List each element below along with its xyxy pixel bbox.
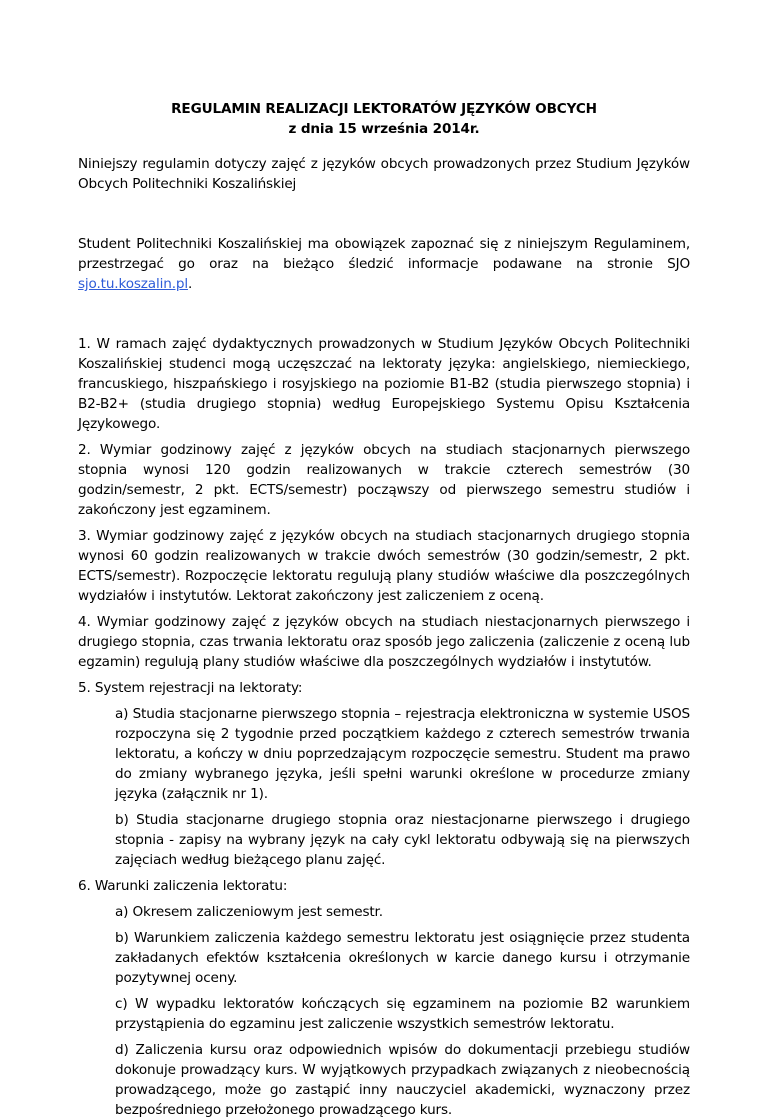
point-5: 5. System rejestracji na lektoraty:: [78, 680, 303, 696]
obligation-end: .: [187, 276, 193, 292]
document-title: [78, 99, 690, 139]
point-1: 1. W ramach zajęć dydaktycznych prowadzonych w Studium Języków Obcych Politechniki Koszalińskiej studenci mogą uczęszczać na lektoraty języka: angielskiego, niemieckiego, francuskiego, hiszpańskiego i rosyjskiego na poziomie B1-B2 (studia pierwszego stopnia) i B2-B2+ (studia drugiego stopnia) według Europejskiego Systemu Opisu Kształcenia Językowego.: [78, 336, 690, 432]
title-line-2: z dnia 15 września 2014r.: [288, 121, 480, 137]
obligation-paragraph: [78, 234, 690, 294]
point-5b: b) Studia stacjonarne drugiego stopnia oraz niestacjonarne pierwszego i drugiego stopnia - zapisy na wybrany język na cały cykl lektoratu odbywają się na pierwszych zajęciach według bieżącego planu zajęć.: [115, 812, 690, 868]
document-body: [78, 99, 690, 1120]
point-6c: c) W wypadku lektoratów kończących się egzaminem na poziomie B2 warunkiem przystąpienia do egzaminu jest zaliczenie wszystkich semestrów lektoratu.: [115, 996, 690, 1032]
intro-paragraph: Niniejszy regulamin dotyczy zajęć z języków obcych prowadzonych przez Studium Języków Obcych Politechniki Koszalińskiej: [78, 156, 690, 192]
title-line-1: REGULAMIN REALIZACJI LEKTORATÓW JĘZYKÓW OBCYCH: [171, 101, 597, 117]
point-5a: a) Studia stacjonarne pierwszego stopnia – rejestracja elektroniczna w systemie USOS rozpoczyna się 2 tygodnie przed początkiem każdego z czterech semestrów trwania lektoratu, a kończy w dniu poprzedzającym rozpoczęcie semestru. Student ma prawo do zmiany wybranego języka, jeśli spełni warunki określone w procedurze zmiany języka (załącznik nr 1).: [115, 706, 690, 802]
point-6b: b) Warunkiem zaliczenia każdego semestru lektoratu jest osiągnięcie przez studenta zakładanych efektów kształcenia określonych w karcie danego kursu i otrzymanie pozytywnej oceny.: [115, 930, 690, 986]
sjo-website-link[interactable]: sjo.tu.koszalin.pl: [78, 276, 188, 292]
point-2: 2. Wymiar godzinowy zajęć z języków obcych na studiach stacjonarnych pierwszego stopnia wynosi 120 godzin realizowanych w trakcie czterech semestrów (30 godzin/semestr, 2 pkt. ECTS/semestr) począwszy od pierwszego semestru studiów i zakończony jest egzaminem.: [78, 442, 690, 518]
point-6a: a) Okresem zaliczeniowym jest semestr.: [115, 904, 383, 920]
point-6: 6. Warunki zaliczenia lektoratu:: [78, 878, 288, 894]
point-4: 4. Wymiar godzinowy zajęć z języków obcych na studiach niestacjonarnych pierwszego i drugiego stopnia, czas trwania lektoratu oraz sposób jego zaliczenia (zaliczenie z oceną lub egzamin) regulują plany studiów właściwe dla poszczególnych wydziałów i instytutów.: [78, 614, 690, 670]
point-6d: d) Zaliczenia kursu oraz odpowiednich wpisów do dokumentacji przebiegu studiów dokonuje prowadzący kurs. W wyjątkowych przypadkach związanych z nieobecnością prowadzącego, może go zastąpić inny nauczyciel akademicki, wyznaczony przez bezpośredniego przełożonego prowadzącego kurs.: [115, 1042, 690, 1118]
obligation-text: Student Politechniki Koszalińskiej ma obowiązek zapoznać się z niniejszym Regulaminem, przestrzegać go oraz na bieżąco śledzić informacje podawane na stronie SJO: [78, 236, 690, 272]
point-3: 3. Wymiar godzinowy zajęć z języków obcych na studiach stacjonarnych drugiego stopnia wynosi 60 godzin realizowanych w trakcie dwóch semestrów (30 godzin/semestr, 2 pkt. ECTS/semestr). Rozpoczęcie lektoratu regulują plany studiów właściwe dla poszczególnych wydziałów i instytutów. Lektorat zakończony jest zaliczeniem z oceną.: [78, 528, 690, 604]
